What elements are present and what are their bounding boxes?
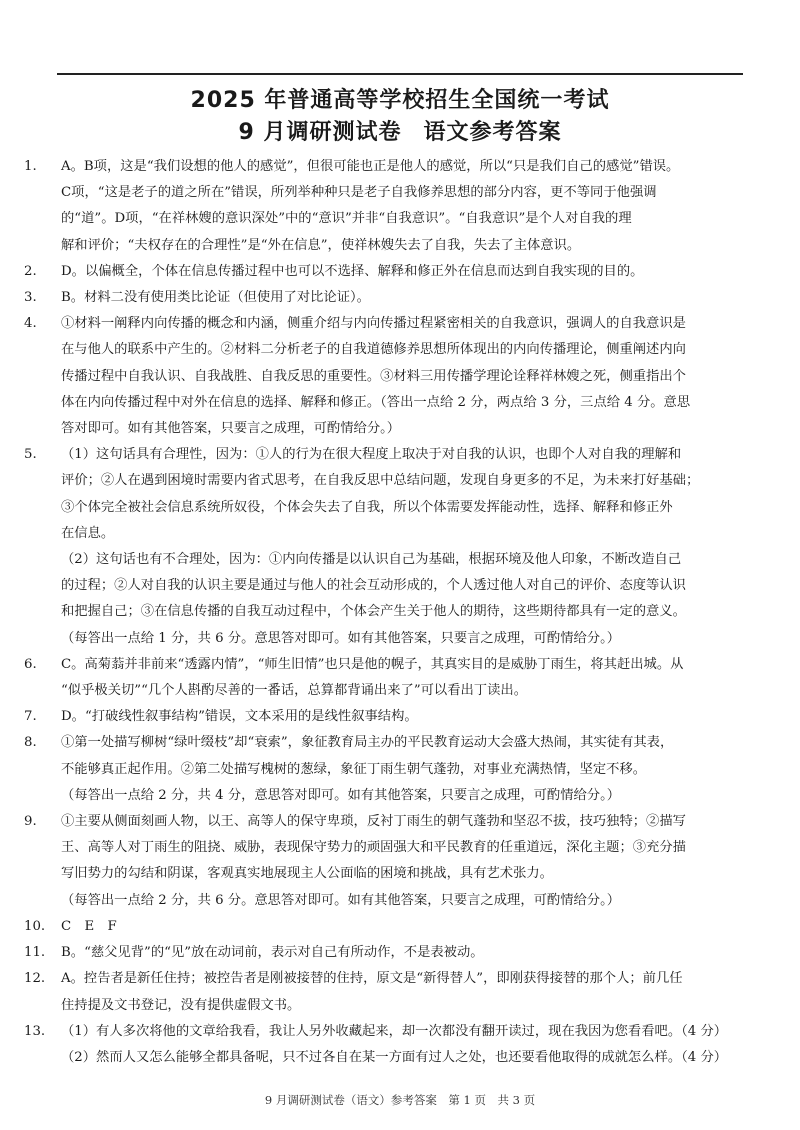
answer-line: D。以偏概全，个体在信息传播过程中也可以不选择、解释和修正外在信息而达到自我实现的目的。: [61, 263, 644, 279]
answer-item: [24, 809, 754, 914]
answer-body: [61, 730, 673, 809]
answer-body: [61, 259, 643, 285]
answer-number: 13.: [24, 1023, 46, 1039]
answer-body: [61, 1019, 727, 1071]
answer-body: [61, 442, 699, 547]
answer-item: [24, 914, 754, 940]
answer-line: 的“道”。D项，“在祥林嫂的意识深处”中的“意识”并非“自我意识”。“自我意识”是个人对自我的理: [61, 211, 632, 227]
answer-number: 5.: [24, 447, 37, 463]
answer-line: A。控告者是新任住持；被控告者是刚被接替的住持，原文是“新得替人”，即刚获得接替的那个人；前几任: [61, 971, 683, 987]
answer-body: [61, 809, 686, 914]
subtitle-answer-key: 语文参考答案: [423, 120, 562, 145]
answer-number: 11.: [24, 945, 46, 961]
document-subtitle: [0, 115, 800, 146]
answer-line: “似乎极关切”“几个人斟酌尽善的一番话，总算都背诵出来了”可以看出丁读出。: [61, 683, 527, 699]
answer-line: 在与他人的联系中产生的。②材料二分析老子的自我道德修养思想所体现出的内向传播理论，侧重阐述内向: [61, 342, 686, 358]
answer-line: （1）这句话具有合理性，因为：①人的行为在很大程度上取决于对自我的认识，也即个人对自我的理解和: [61, 447, 682, 463]
answer-number: 4.: [24, 316, 37, 332]
answer-subpart: [24, 547, 754, 652]
answer-line: （每答出一点给 2 分，共 4 分，意思答对即可。如有其他答案，只要言之成理，可酌情给分。）: [61, 787, 621, 803]
answer-line: 的过程；②人对自我的认识主要是通过与他人的社会互动形成的，个人透过他人对自己的评价、态度等认识: [61, 578, 686, 594]
answer-number: 9.: [24, 814, 37, 830]
answer-line: 评价；②人在遇到困境时需要内省式思考，在自我反思中总结问题，发现自身更多的不足，为未来打好基础；: [61, 473, 700, 489]
answer-line: （每答出一点给 2 分，共 6 分。意思答对即可。如有其他答案，只要言之成理，可酌情给分。）: [61, 892, 621, 908]
answer-list: [24, 154, 754, 1071]
top-rule: [57, 73, 743, 75]
answer-item: [24, 1019, 754, 1071]
answer-number: 12.: [24, 971, 46, 987]
answer-line: A。B项，这是“我们设想的他人的感觉”，但很可能也正是他人的感觉，所以“只是我们自己的感觉”错误。: [61, 159, 680, 174]
answer-item: [24, 652, 754, 704]
answer-line: 住持提及文书登记，没有提供虚假文书。: [61, 997, 301, 1013]
answer-body: [61, 285, 370, 311]
answer-line: C。高菊蓊并非前来“透露内情”，“师生旧情”也只是他的幌子，其真实目的是威胁丁雨生，将其赶出城。从: [61, 656, 684, 672]
answer-line: B。“慈父见背”的“见”放在动词前，表示对自己有所动作，不是表被动。: [61, 945, 484, 961]
answer-number: 7.: [24, 709, 37, 725]
answer-line: ①主要从侧面刻画人物，以王、高等人的保守卑琐，反衬丁雨生的朝气蓬勃和坚忍不拔，技巧独特；②描写: [61, 814, 686, 830]
answer-item: [24, 730, 754, 809]
answer-number: 8.: [24, 735, 37, 751]
answer-item: [24, 311, 754, 442]
exam-title: 2025 年普通高等学校招生全国统一考试: [190, 88, 610, 113]
answer-item: [24, 940, 754, 966]
answer-number: 2.: [24, 263, 37, 279]
answer-line: C E F: [61, 918, 117, 934]
answer-line: （2）这句话也有不合理处，因为：①内向传播是以认识自己为基础，根据环境及他人印象，不断改造自己: [61, 552, 682, 568]
answer-line: 体在内向传播过程中对外在信息的选择、解释和修正。（答出一点给 2 分，两点给 3 分，三点给 4 分。意思: [61, 394, 691, 410]
answer-line: 传播过程中自我认识、自我战胜、自我反思的重要性。③材料三用传播学理论诠释祥林嫂之死，侧重指出个: [61, 368, 686, 384]
page-footer: 9 月调研测试卷（语文）参考答案 第 1 页 共 3 页: [264, 1093, 536, 1107]
answer-item: [24, 154, 754, 259]
answer-body: [61, 652, 683, 704]
answer-item: [24, 442, 754, 547]
answer-number: 1.: [24, 159, 37, 174]
answer-body: [61, 154, 679, 259]
answer-line: （1）有人多次将他的文章给我看，我让人另外收藏起来，却一次都没有翻开读过，现在我因为您看看吧。（4 分）: [61, 1023, 728, 1039]
answer-line: 王、高等人对丁雨生的阻挠、威胁，表现保守势力的顽固强大和平民教育的任重道远，深化主题；③充分描: [61, 840, 686, 856]
answer-item: [24, 285, 754, 311]
answer-line: ③个体完全被社会信息系统所奴役，个体会失去了自我，所以个体需要发挥能动性，选择、解释和修正外: [61, 499, 673, 515]
answer-line: C项，“这是老子的道之所在”错误，所列举种种只是老子自我修养思想的部分内容，更不等同于他强调: [61, 185, 657, 201]
answer-line: 不能够真正起作用。②第二处描写槐树的葱绿，象征丁雨生朝气蓬勃，对事业充满热情，坚定不移。: [61, 761, 647, 777]
answer-number: 3.: [24, 290, 37, 306]
answer-item: [24, 259, 754, 285]
answer-line: 答对即可。如有其他答案，只要言之成理，可酌情给分。）: [61, 421, 401, 437]
answer-body: [61, 311, 690, 442]
answer-line: ①材料一阐释内向传播的概念和内涵，侧重介绍与内向传播过程紧密相关的自我意识，强调人的自我意识是: [61, 316, 686, 332]
answer-line: ①第一处描写柳树“绿叶缀枝”却“衰索”，象征教育局主办的平民教育运动大会盛大热闹，其实徒有其表，: [61, 735, 674, 751]
answer-line: D。“打破线性叙事结构”错误，文本采用的是线性叙事结构。: [61, 709, 418, 725]
answer-number: 6.: [24, 656, 37, 672]
answer-line: 写旧势力的勾结和阴谋，客观真实地展现主人公面临的困境和挑战，具有艺术张力。: [61, 866, 553, 882]
answer-line: 和把握自己；③在信息传播的自我互动过程中，个体会产生关于他人的期待，这些期待都具有一定的意义。: [61, 604, 686, 620]
answer-item: [24, 966, 754, 1018]
answer-line: （2）然而人又怎么能够全都具备呢，只不过各自在某一方面有过人之处，也还要看他取得的成就怎么样。（4 分）: [61, 1049, 728, 1065]
answer-body: [61, 914, 117, 940]
answer-line: B。材料二没有使用类比论证（但使用了对比论证）。: [61, 290, 370, 306]
answer-line: 解和评价；“夫权存在的合理性”是“外在信息”，使祥林嫂失去了自我，失去了主体意识。: [61, 237, 581, 253]
answer-body: [61, 966, 683, 1018]
answer-body: [61, 940, 484, 966]
subtitle-exam-name: 9 月调研测试卷: [238, 120, 402, 145]
answer-number: 10.: [24, 918, 46, 934]
answer-line: （每答出一点给 1 分，共 6 分。意思答对即可。如有其他答案，只要言之成理，可酌情给分。）: [61, 630, 621, 646]
answer-line: 在信息。: [61, 525, 115, 541]
answer-item: [24, 704, 754, 730]
answer-body: [61, 704, 418, 730]
